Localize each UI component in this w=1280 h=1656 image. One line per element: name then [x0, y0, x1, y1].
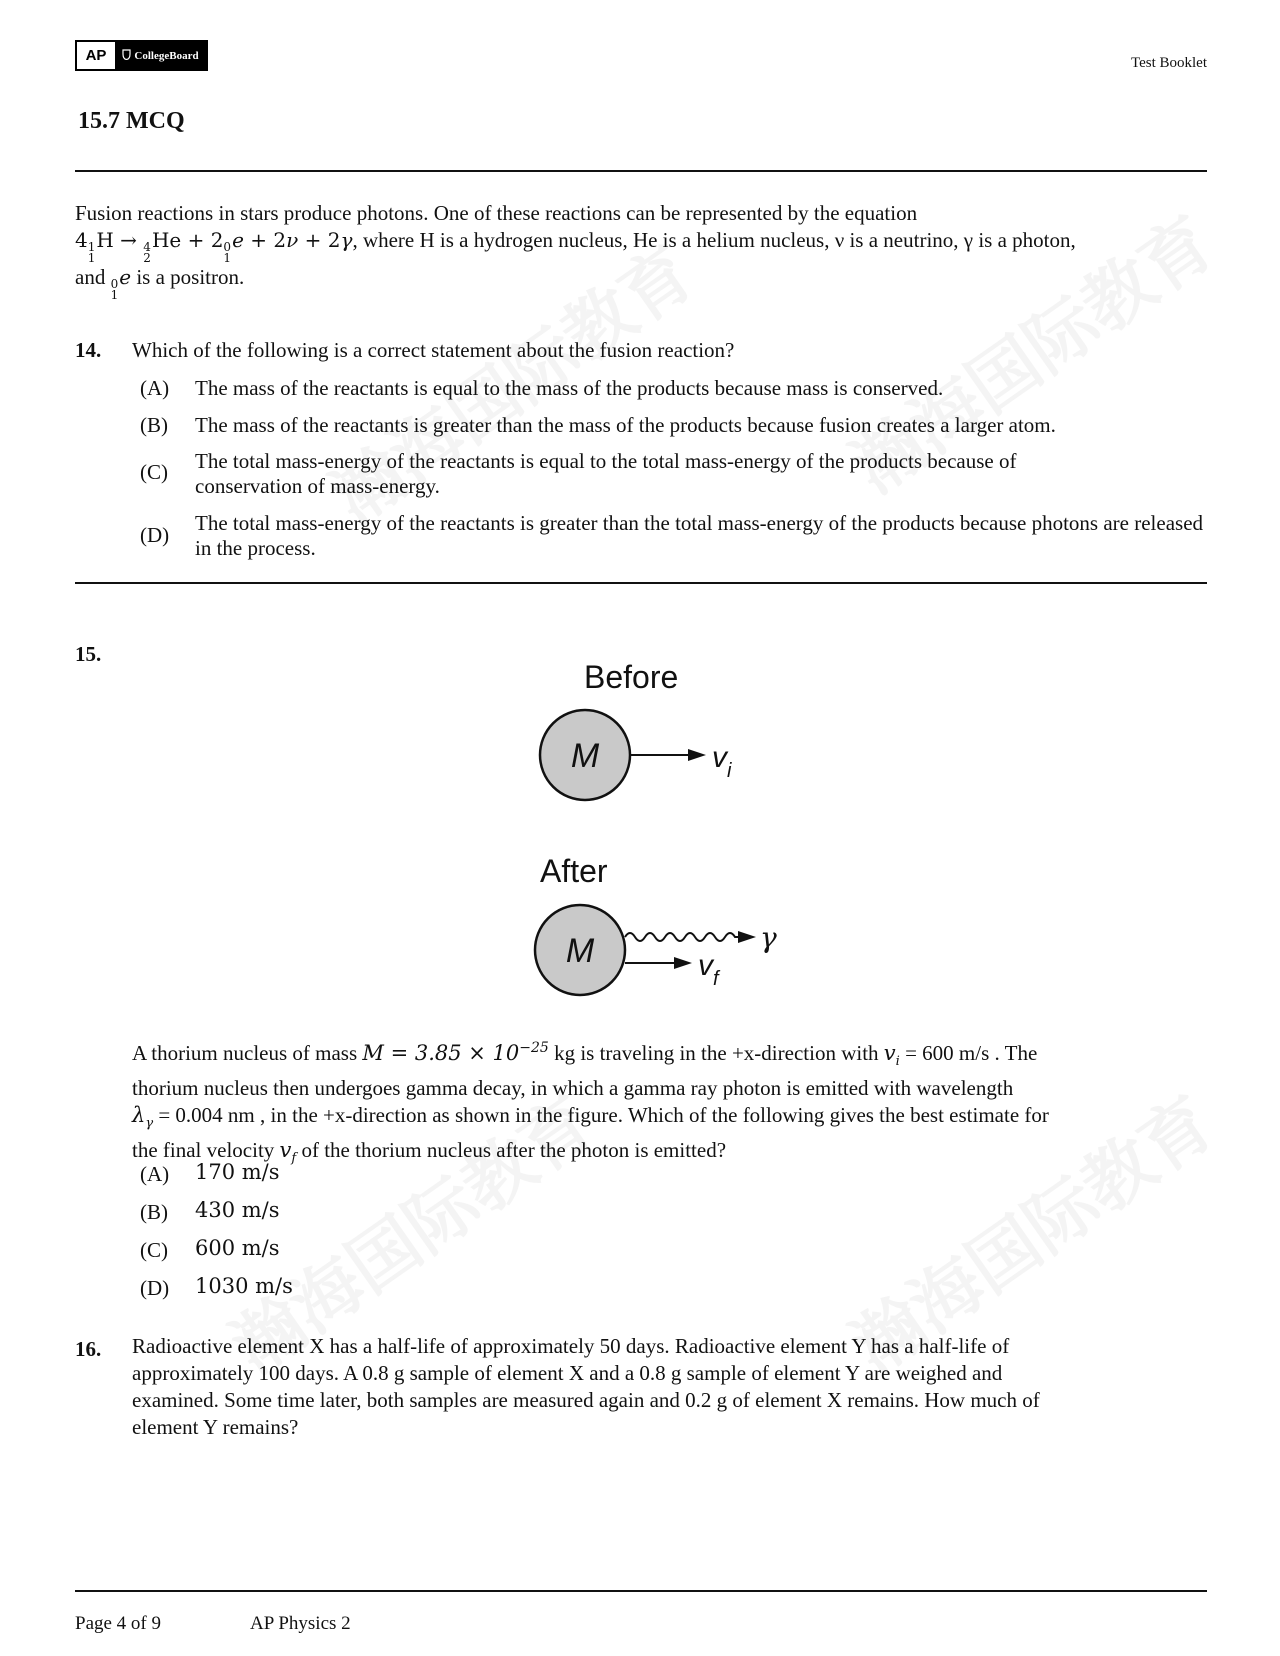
- acorn-icon: [122, 49, 131, 63]
- choice-text[interactable]: The total mass-energy of the reactants is greater than the total mass-energy of the products because photons are released in the process.: [195, 511, 1204, 560]
- choice-text[interactable]: The mass of the reactants is equal to the mass of the products because mass is conserved.: [195, 376, 944, 400]
- intro-line: , where H is a hydrogen nucleus, He is a helium nucleus, ν is a neutrino, γ is a photon,: [352, 228, 1076, 252]
- decay-figure: [500, 650, 830, 1010]
- arrowhead-icon: [674, 957, 692, 969]
- choice-text[interactable]: 1030 m/s: [195, 1274, 293, 1298]
- fusion-equation-line: [75, 227, 1215, 264]
- divider: [75, 170, 1207, 172]
- intro-passage: [75, 200, 1215, 301]
- choice-letter[interactable]: (A): [140, 376, 170, 400]
- choice-text[interactable]: The mass of the reactants is greater than the mass of the products because fusion creates a larger atom.: [195, 413, 1056, 437]
- choice-letter[interactable]: (B): [140, 1200, 168, 1224]
- choice-text[interactable]: The total mass-energy of the reactants is equal to the total mass-energy of the products because of conservation of mass-energy.: [195, 449, 1017, 498]
- choice-text[interactable]: 430 m/s: [195, 1198, 280, 1222]
- booklet-label: Test Booklet: [1130, 55, 1207, 71]
- fusion-equation: 4 1 1 H → 4 2 He + 2 0 1 e + 2ν + 2γ: [75, 228, 353, 265]
- divider: [75, 1590, 1207, 1592]
- section-title: 15.7 MCQ: [78, 108, 185, 134]
- photon-wave: [625, 933, 738, 941]
- choice-letter[interactable]: (B): [140, 413, 168, 437]
- choice-text[interactable]: 600 m/s: [195, 1236, 280, 1260]
- arrowhead-icon: [738, 931, 756, 943]
- question-number: 15.: [75, 642, 102, 666]
- question-stem: Which of the following is a correct statement about the fusion reaction?: [132, 338, 735, 362]
- choice-letter[interactable]: (C): [140, 1238, 168, 1262]
- choice-letter[interactable]: (A): [140, 1162, 170, 1186]
- question-stem: Radioactive element X has a half-life of approximately 50 days. Radioactive element Y has a half-life of approximately 100 days. A 0.8 g sample of element X and a 0.8 g sample of element Y are weighed and examined. Some time later, both samples are measured again and 0.2 g of element X remains. How much of element Y remains?: [132, 1334, 1040, 1439]
- ap-collegeboard-logo: [75, 40, 208, 71]
- choice-letter[interactable]: (D): [140, 523, 170, 547]
- intro-text: is a positron.: [136, 265, 245, 289]
- intro-text: and: [75, 265, 106, 289]
- positron-symbol: 0 1 e: [110, 265, 132, 302]
- course-name: AP Physics 2: [250, 1613, 351, 1634]
- ap-logo: AP: [77, 42, 115, 69]
- question-number: 14.: [75, 338, 102, 362]
- divider: [75, 582, 1207, 584]
- intro-line: Fusion reactions in stars produce photons. One of these reactions can be represented by the equation: [75, 201, 918, 225]
- choice-letter[interactable]: (D): [140, 1276, 170, 1300]
- collegeboard-logo-text: CollegeBoard: [134, 49, 199, 62]
- vf-label: $v_f$: [698, 949, 719, 990]
- question-number: 16.: [75, 1337, 102, 1361]
- choice-letter[interactable]: (C): [140, 460, 168, 484]
- mass-label-before: M: [570, 737, 600, 775]
- page-number: Page 4 of 9: [75, 1613, 162, 1634]
- question-stem: A thorium nucleus of mass $M = 3.85 \times 10^{-25}$ kg is traveling in the +x-direction with $v_i = 600$ m/s . The thorium nucleus then undergoes gamma decay, in which a gamma ray photon is emitted with wavelength $\lambda_\gamma = 0.004$ nm , in the +x-direction as shown in the figure. Which of the following gives the best estimate for the final velocity $v_f$ of the thorium nucleus after the photon is emitted?: [132, 1040, 1049, 1167]
- mass-label-after: M: [565, 932, 595, 970]
- before-label: Before: [584, 659, 679, 695]
- vi-label: $v_i$: [712, 741, 732, 782]
- after-label: After: [540, 853, 608, 889]
- arrowhead-icon: [688, 749, 706, 761]
- choice-text[interactable]: 170 m/s: [195, 1160, 280, 1184]
- gamma-label: γ: [760, 921, 777, 954]
